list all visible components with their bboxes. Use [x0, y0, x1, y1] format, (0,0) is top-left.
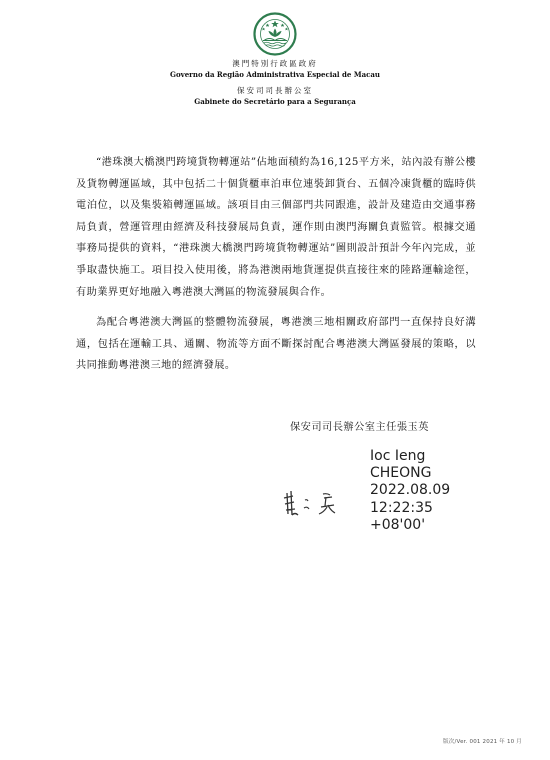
- signature-date: 2022.08.09: [370, 482, 451, 499]
- government-name-zh: 澳門特別行政區政府: [232, 59, 318, 68]
- signer-name-line1: Ioc Ieng: [370, 448, 426, 464]
- signature-details: [370, 448, 450, 534]
- signature-timezone: +08'00': [370, 516, 426, 533]
- office-name-zh: 保安司司長辦公室: [237, 86, 313, 95]
- signature-time: 12:22:35: [370, 499, 433, 516]
- signer-name-line2: CHEONG: [370, 465, 432, 482]
- handwritten-signature-icon: [283, 488, 363, 518]
- form-version: 版次/Ver. 001 2021 年 10 月: [443, 739, 522, 745]
- macau-emblem-icon: [250, 12, 300, 56]
- government-name-pt: Governo da Região Administrativa Especial de Macau: [170, 70, 380, 79]
- letter-body: [76, 152, 476, 386]
- body-paragraph: 為配合粵港澳大灣區的整體物流發展，粵港澳三地相關政府部門一直保持良好溝通，包括在運輸工具、通關、物流等方面不斷探討配合粵港澳大灣區發展的策略，以共同推動粵港澳三地的經濟發展。: [76, 317, 476, 372]
- letterhead: [0, 12, 550, 107]
- signatory-title: 保安司司長辦公室主任張玉英: [290, 422, 429, 433]
- office-name-pt: Gabinete do Secretário para a Segurança: [194, 97, 356, 106]
- body-paragraph: “港珠澳大橋澳門跨境貨物轉運站”佔地面積約為16,125平方米，站內設有辦公樓及貨物轉運區域，其中包括二十個貨櫃車泊車位連裝卸貨台、五個冷凍貨櫃的臨時供電泊位，以及集裝箱轉運區域。該項目由三個部門共同跟進，設計及建造由交通事務局負責，營運管理由經濟及科技發展局負責，運作則由澳門海關負責監管。根據交通事務局提供的資料，“港珠澳大橋澳門跨境貨物轉運站”圖則設計預計今年內完成，並爭取盡快施工。項目投入使用後，將為港澳兩地貨運提供直接往來的陸路運輸途徑，有助業界更好地融入粵港澳大灣區的物流發展與合作。: [76, 157, 476, 298]
